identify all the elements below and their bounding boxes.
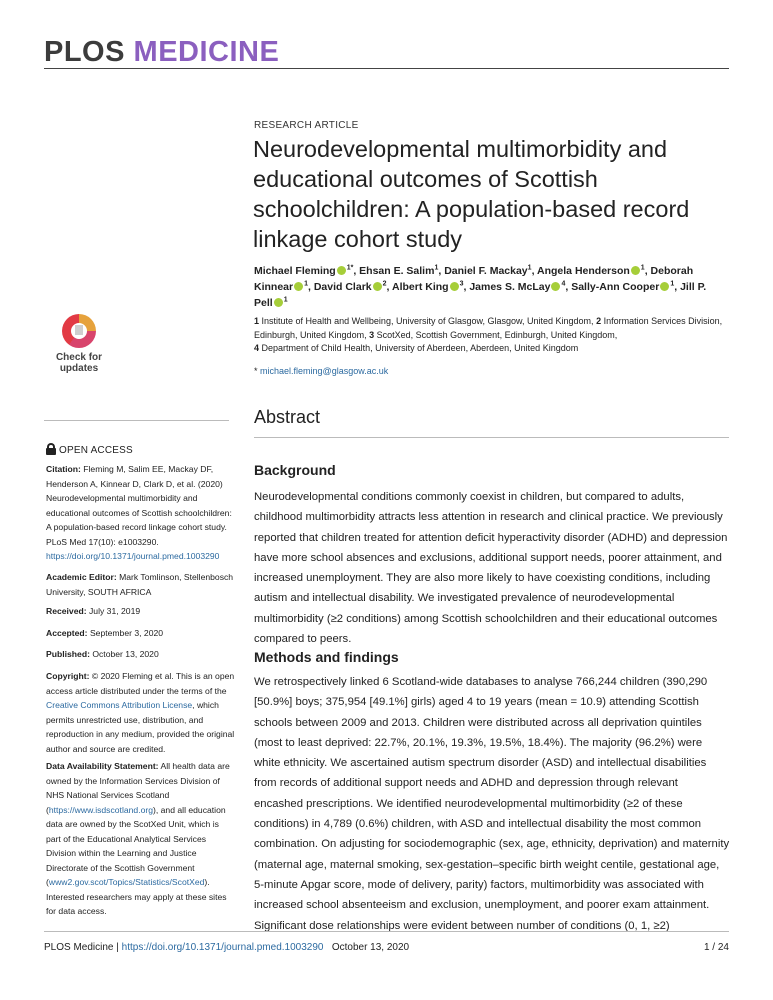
footer-doi-link[interactable]: https://doi.org/10.1371/journal.pmed.1003290 <box>121 942 324 953</box>
article-type: RESEARCH ARTICLE <box>254 120 359 131</box>
author[interactable]: Angela Henderson $^1$ <box>537 264 645 277</box>
isd-link[interactable]: https://www.isdscotland.org <box>48 804 154 815</box>
received-date: Received: July 31, 2019 <box>46 606 141 616</box>
corresponding-email: * michael.fleming@glasgow.ac.uk <box>254 366 389 376</box>
academic-editor: Academic Editor: Mark Tomlinson, Stellenbosch University, SOUTH AFRICA <box>46 572 234 597</box>
footer-divider <box>44 931 729 932</box>
abstract-divider <box>254 437 729 438</box>
author[interactable]: Sally-Ann Cooper $^1$ <box>571 280 675 293</box>
orcid-icon[interactable] <box>551 282 560 291</box>
author[interactable]: James S. McLay $^4$ <box>469 280 566 293</box>
author[interactable]: Michael Fleming $^{1*}$ <box>254 264 354 277</box>
orcid-icon[interactable] <box>450 282 459 291</box>
open-lock-icon <box>46 443 56 455</box>
sidebar-divider <box>44 420 229 421</box>
methods-heading: Methods and findings <box>254 649 399 665</box>
published-date: Published: October 13, 2020 <box>46 649 159 659</box>
license-link[interactable]: Creative Commons Attribution License <box>46 700 193 710</box>
open-access-label: OPEN ACCESS <box>46 443 133 456</box>
citation-doi-link[interactable]: https://doi.org/10.1371/journal.pmed.1003290 <box>46 551 220 561</box>
author[interactable]: David Clark $^2$ <box>313 280 387 293</box>
author[interactable]: Daniel F. Mackay$^1$ <box>444 264 532 277</box>
author[interactable]: Deborah Kinnear $^1$ <box>254 265 694 293</box>
email-link[interactable]: michael.fleming@glasgow.ac.uk <box>260 366 389 376</box>
scotxed-link[interactable]: www2.gov.scot/Topics/Statistics/ScotXed <box>48 877 205 887</box>
copyright: Copyright: © 2020 Fleming et al. This is an open access article distributed under the terms of the Creative Commons Attribution License, which permits unrestricted use, distribution, and reproduction in any medium, provided the original author and source are credited. <box>46 671 235 754</box>
affiliations: 1 Institute of Health and Wellbeing, University of Glasgow, Glasgow, United Kingdom, 2 Information Services Division, Edinburgh, United Kingdom, 3 ScotXed, Scottish Government, Edinburgh, United Kingdom, 4 Department of Child Health, University of Aberdeen, Aberdeen, United Kingdom <box>254 316 723 353</box>
author[interactable]: Albert King $^3$ <box>391 280 464 293</box>
citation: Citation: Fleming M, Salim EE, Mackay DF, Henderson A, Kinnear D, Clark D, et al. (2020) Neurodevelopmental multimorbidity and educational outcomes of Scottish schoolchildren: A population-based record linkage cohort study. PLoS Med 17(10): e1003290. https://doi.org/10.1371/journal.pmed.1003290 <box>46 464 232 561</box>
orcid-icon[interactable] <box>660 282 669 291</box>
orcid-icon[interactable] <box>337 266 346 275</box>
abstract-heading: Abstract <box>254 407 321 427</box>
logo-medicine: MEDICINE <box>133 36 280 68</box>
crossmark-icon <box>62 314 96 348</box>
author[interactable]: Jill P. Pell $^1$ <box>254 281 707 309</box>
background-text: Neurodevelopmental conditions commonly coexist in children, but compared to adults, childhood multimorbidity attracts less attention in research and clinical practice. We previously reported that children treated for attention deficit hyperactivity disorder (ADHD) and depression have more school absences and exclusions, additional support needs, poorer attainment, and increased unemployment. They are also more likely to have coexisting conditions, including autism and intellectual disability. We investigated prevalence of neurodevelopmental multimorbidity (≥2 conditions) among Scottish schoolchildren and their educational outcomes compared to peers. <box>254 491 728 646</box>
page-number: 1 / 24 <box>703 942 729 953</box>
background-heading: Background <box>254 462 336 478</box>
article-title: Neurodevelopmental multimorbidity and educational outcomes of Scottish schoolchildren: A population-based record linkage cohort study <box>253 136 690 252</box>
orcid-icon[interactable] <box>294 282 303 291</box>
methods-text: We retrospectively linked 6 Scotland-wide databases to analyse 766,244 children (390,290 [50.9%] boys; 375,954 [49.1%] girls) aged 4 to 19 years (mean = 10.9) attending Scottish schools between 2009 and 2013. Children were distributed across all deprivation quintiles (most to least deprived: 22.7%, 20.1%, 19.3%, 19.5%, 18.4%). The majority (96.2%) were white ethnicity. We ascertained autism spectrum disorder (ASD) and intellectual disabilities from records of additional support needs and ADHD and depression through relevant encashed prescriptions. We identified neurodevelopmental multimorbidity (≥2 of these conditions) in 4,789 (0.6%) children, with ASD and intellectual disability the most common combination. On adjusting for sociodemographic (sex, age, ethnicity, deprivation) and maternity (maternal age, maternal smoking, sex-gestation–specific birth weight centile, gestational age, 5-minute Apgar score, mode of delivery, parity) factors, multimorbidity was associated with increased school absenteeism and exclusion, unemployment, and poorer exam attainment. Significant dose relationships were evident between number of conditions (0, 1, ≥2) <box>254 676 730 932</box>
header-divider <box>44 68 729 69</box>
author-list: Michael Fleming $^{1*}$, Ehsan E. Salim$^1$, Daniel F. Mackay$^1$, Angela Henderson $^1$, Deborah Kinnear $^1$, David Clark $^2$, Albert King $^3$, James S. McLay $^4$, Sally-Ann Cooper $^1$, Jill P. Pell $^1$ <box>254 264 707 309</box>
accepted-date: Accepted: September 3, 2020 <box>46 628 164 638</box>
logo-plos: PLOS <box>44 36 125 68</box>
check-for-updates-badge[interactable]: Check for updates <box>46 312 112 378</box>
orcid-icon[interactable] <box>373 282 382 291</box>
author[interactable]: Ehsan E. Salim$^1$ <box>359 264 439 277</box>
data-availability: Data Availability Statement: All health data are owned by the Information Services Division of NHS National Services Scotland (https://www.isdscotland.org), and all education data are owned by the ScotXed Unit, which is part of the Educational Analytical Services Division within the Learning and Justice Directorate of the Scottish Government (www2.gov.scot/Topics/Statistics/ScotXed). Interested researchers may apply at these sites for data access. <box>46 761 230 916</box>
orcid-icon[interactable] <box>274 298 283 307</box>
page-footer: PLOS Medicine | https://doi.org/10.1371/journal.pmed.1003290 October 13, 2020 <box>44 942 410 953</box>
journal-logo[interactable] <box>44 36 279 69</box>
orcid-icon[interactable] <box>631 266 640 275</box>
